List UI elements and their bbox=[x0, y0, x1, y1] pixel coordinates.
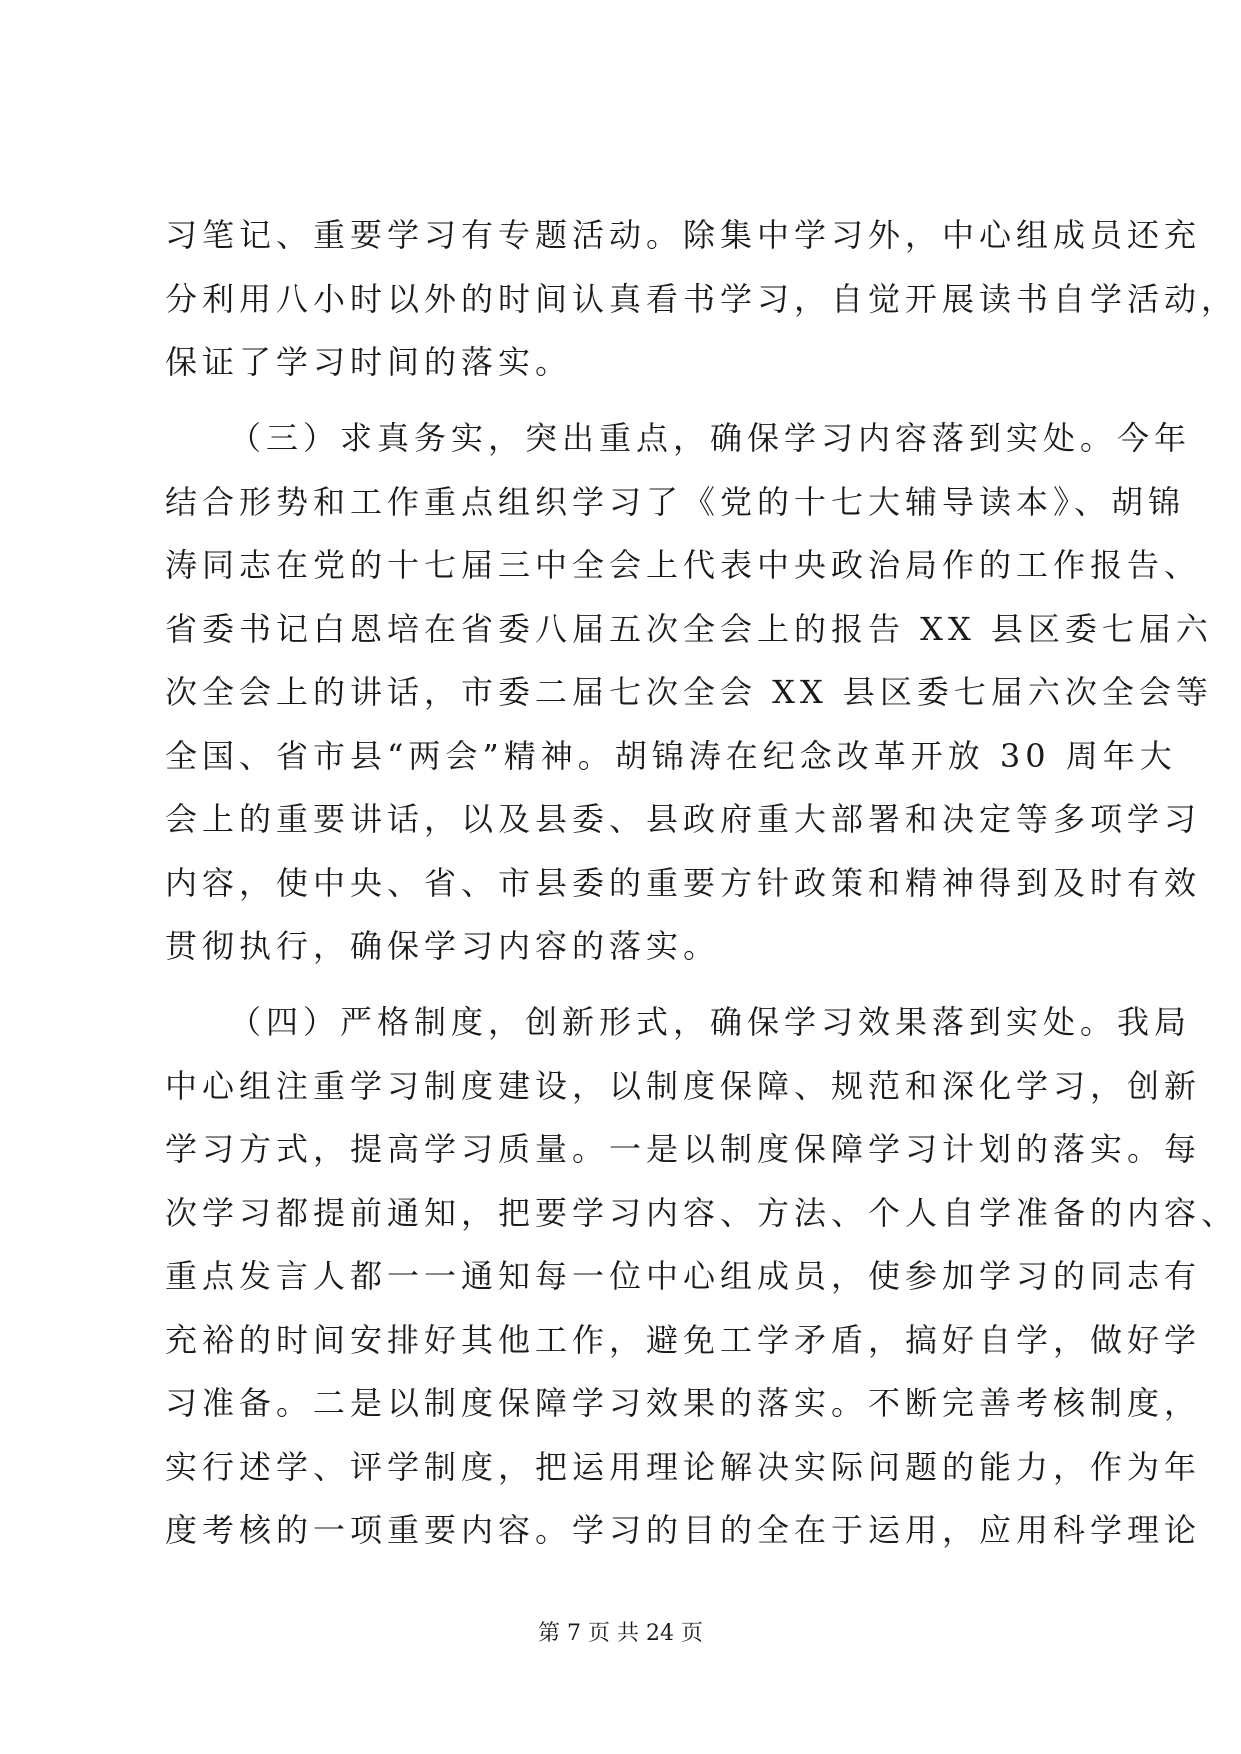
text-line: 实行述学、评学制度，把运用理论解决实际问题的能力，作为年 bbox=[165, 1448, 1202, 1486]
text-line: 习准备。二是以制度保障学习效果的落实。不断完善考核制度， bbox=[165, 1384, 1202, 1422]
text-line: 习笔记、重要学习有专题活动。除集中学习外，中心组成员还充 bbox=[165, 216, 1202, 254]
paragraph-first-line: （四）严格制度，创新形式，确保学习效果落到实处。我局 bbox=[229, 1003, 1192, 1041]
text-line: 次学习都提前通知，把要学习内容、方法、个人自学准备的内容、 bbox=[165, 1194, 1239, 1232]
text-line: 涛同志在党的十七届三中全会上代表中央政治局作的工作报告、 bbox=[165, 546, 1202, 584]
text-line: 学习方式，提高学习质量。一是以制度保障学习计划的落实。每 bbox=[165, 1130, 1202, 1168]
text-line: 重点发言人都一一通知每一位中心组成员，使参加学习的同志有 bbox=[165, 1257, 1202, 1295]
page-number-footer: 第 7 页 共 24 页 bbox=[538, 1621, 703, 1646]
text-line: 贯彻执行，确保学习内容的落实。 bbox=[165, 927, 721, 965]
text-line: 会上的重要讲话，以及县委、县政府重大部署和决定等多项学习 bbox=[165, 800, 1202, 838]
text-line: 次全会上的讲话，市委二届七次全会 XX 县区委七届六次全会等 bbox=[165, 673, 1213, 711]
text-line: 分利用八小时以外的时间认真看书学习，自觉开展读书自学活动， bbox=[165, 280, 1239, 318]
text-line: 充裕的时间安排好其他工作，避免工学矛盾，搞好自学，做好学 bbox=[165, 1321, 1202, 1359]
paragraph-first-line: （三）求真务实，突出重点，确保学习内容落到实处。今年 bbox=[229, 419, 1192, 457]
text-line: 结合形势和工作重点组织学习了《党的十七大辅导读本》、胡锦 bbox=[165, 483, 1186, 521]
text-line: 保证了学习时间的落实。 bbox=[165, 343, 573, 381]
text-line: 全国、省市县“两会”精神。胡锦涛在纪念改革开放 30 周年大 bbox=[165, 737, 1177, 775]
text-line: 度考核的一项重要内容。学习的目的全在于运用，应用科学理论 bbox=[165, 1511, 1202, 1549]
text-line: 中心组注重学习制度建设，以制度保障、规范和深化学习，创新 bbox=[165, 1067, 1202, 1105]
text-line: 内容，使中央、省、市县委的重要方针政策和精神得到及时有效 bbox=[165, 864, 1202, 902]
text-line: 省委书记白恩培在省委八届五次全会上的报告 XX 县区委七届六 bbox=[165, 610, 1213, 648]
